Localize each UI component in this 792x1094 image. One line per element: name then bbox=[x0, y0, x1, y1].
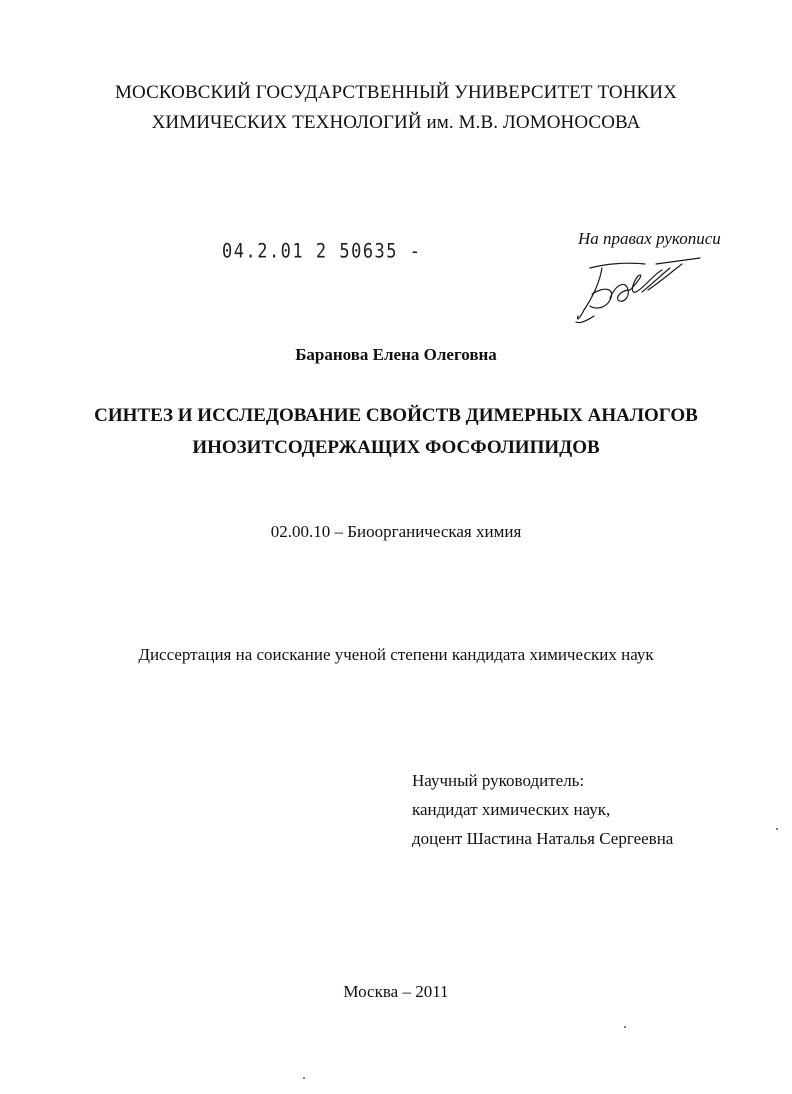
rights-note: На правах рукописи bbox=[578, 229, 721, 248]
university-line-2: ХИМИЧЕСКИХ ТЕХНОЛОГИЙ им. М.В. ЛОМОНОСОВА bbox=[151, 112, 641, 133]
scan-speck bbox=[624, 1026, 626, 1028]
registration-number: 04.2.01 2 50635 - bbox=[222, 240, 422, 263]
supervisor-name: доцент Шастина Наталья Сергеевна bbox=[412, 829, 674, 848]
scan-speck bbox=[776, 828, 778, 830]
university-name bbox=[0, 78, 792, 138]
scan-speck bbox=[303, 1077, 305, 1079]
specialty-code: 02.00.10 – Биоорганическая химия bbox=[270, 522, 522, 541]
dissertation-title bbox=[0, 400, 792, 464]
title-line-2: ИНОЗИТСОДЕРЖАЩИХ ФОСФОЛИПИДОВ bbox=[192, 437, 600, 458]
supervisor-degree: кандидат химических наук, bbox=[412, 800, 611, 819]
author-name: Баранова Елена Олеговна bbox=[295, 345, 497, 364]
author-signature bbox=[570, 250, 710, 330]
title-line-1: СИНТЕЗ И ИССЛЕДОВАНИЕ СВОЙСТВ ДИМЕРНЫХ АНАЛОГОВ bbox=[94, 405, 698, 426]
supervisor-block bbox=[412, 766, 673, 853]
city-year: Москва – 2011 bbox=[343, 982, 449, 1001]
degree-statement: Диссертация на соискание ученой степени кандидата химических наук bbox=[138, 645, 654, 664]
university-line-1: МОСКОВСКИЙ ГОСУДАРСТВЕННЫЙ УНИВЕРСИТЕТ ТОНКИХ bbox=[115, 82, 677, 103]
supervisor-label: Научный руководитель: bbox=[412, 771, 585, 790]
